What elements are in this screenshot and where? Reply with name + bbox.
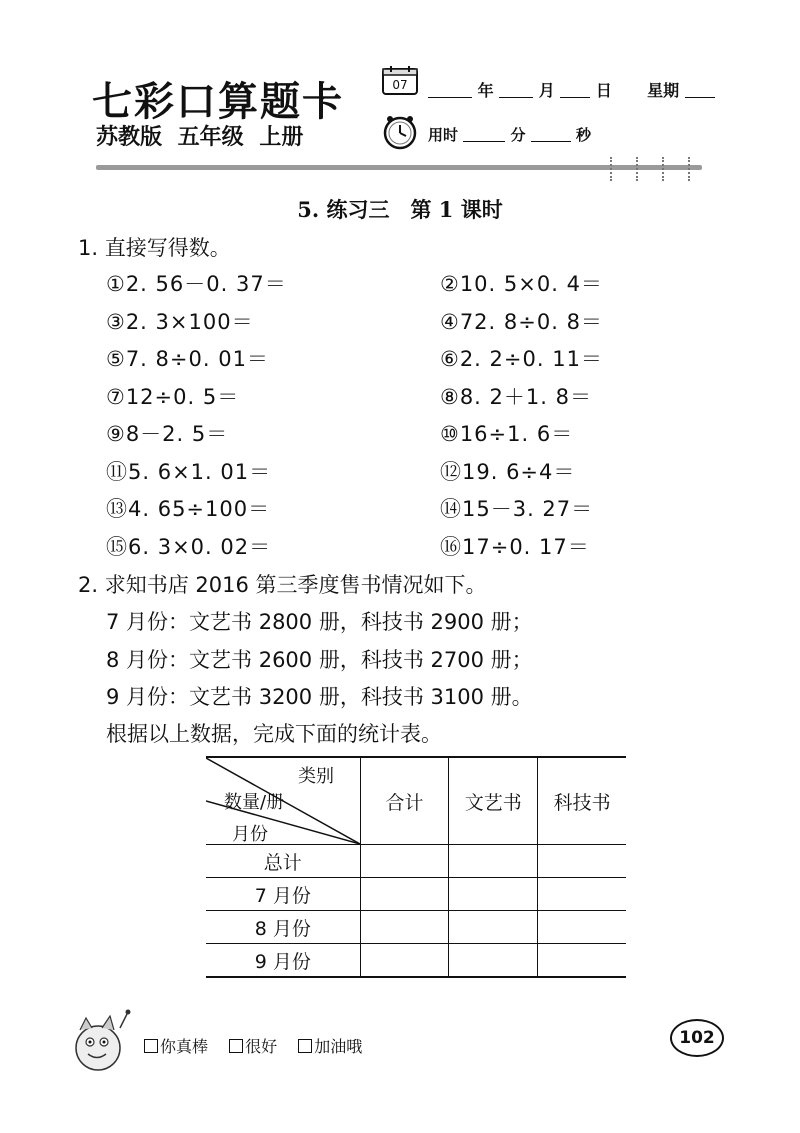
weekday-blank[interactable]	[685, 83, 715, 98]
calc-item: ⑦12÷0. 5＝	[106, 385, 240, 409]
checkbox-icon[interactable]	[298, 1039, 312, 1053]
brand-title: 七彩口算题卡	[92, 78, 344, 125]
column-header: 科技书	[538, 757, 626, 845]
calendar-icon	[382, 66, 418, 96]
corner-category-label: 类别	[298, 766, 334, 787]
corner-quantity-label: 数量/册	[224, 792, 285, 813]
checkbox-icon[interactable]	[144, 1039, 158, 1053]
answer-cell[interactable]	[360, 944, 449, 978]
answer-cell[interactable]	[449, 944, 538, 978]
divider-decor	[610, 157, 614, 181]
calc-item: ⑧8. 2＋1. 8＝	[440, 385, 592, 409]
rating-option[interactable]: 很好	[229, 1037, 277, 1056]
answer-cell[interactable]	[538, 911, 626, 944]
answer-cell[interactable]	[538, 878, 626, 911]
calc-item: ③2. 3×100＝	[106, 310, 254, 334]
table-header-row	[206, 757, 626, 845]
time-fields	[428, 124, 591, 145]
calc-item: ④72. 8÷0. 8＝	[440, 310, 603, 334]
q2-line: 8 月份：文艺书 2600 册，科技书 2700 册；	[106, 648, 533, 672]
column-header: 合计	[360, 757, 449, 845]
second-blank[interactable]	[531, 127, 571, 142]
calc-item: ⑭15－3. 27＝	[440, 497, 594, 521]
q2-line: 7 月份：文艺书 2800 册，科技书 2900 册；	[106, 610, 533, 634]
answer-cell[interactable]	[360, 878, 449, 911]
weekday-label: 星期	[647, 81, 680, 100]
month-blank[interactable]	[499, 83, 533, 98]
day-label: 日	[595, 81, 612, 100]
calc-item: ⑮6. 3×0. 02＝	[106, 535, 272, 559]
calc-item: ⑨8－2. 5＝	[106, 422, 229, 446]
page-number: 102	[670, 1019, 724, 1057]
calc-item: ⑪5. 6×1. 01＝	[106, 460, 272, 484]
row-header: 总计	[206, 845, 360, 878]
q2-line: 9 月份：文艺书 3200 册，科技书 3100 册。	[106, 685, 533, 709]
corner-header-cell	[206, 757, 360, 845]
answer-cell[interactable]	[360, 845, 449, 878]
row-header: 7 月份	[206, 878, 360, 911]
calc-item: ⑫19. 6÷4＝	[440, 460, 576, 484]
answer-cell[interactable]	[449, 845, 538, 878]
calc-item: ⑩16÷1. 6＝	[440, 422, 574, 446]
row-header: 8 月份	[206, 911, 360, 944]
minute-label: 分	[510, 126, 526, 144]
time-label: 用时	[428, 126, 459, 144]
calc-item: ①2. 56－0. 37＝	[106, 272, 287, 296]
calc-item: ⑤7. 8÷0. 01＝	[106, 347, 269, 371]
edition-label: 苏教版 五年级 上册	[96, 125, 304, 150]
calc-item: ②10. 5×0. 4＝	[440, 272, 603, 296]
q2-line: 根据以上数据，完成下面的统计表。	[106, 722, 442, 746]
corner-month-label: 月份	[232, 824, 268, 845]
second-label: 秒	[575, 126, 591, 144]
day-blank[interactable]	[560, 83, 590, 98]
divider-decor	[688, 157, 692, 181]
mascot-icon	[70, 1008, 132, 1074]
divider-decor	[662, 157, 666, 181]
table-row	[206, 878, 626, 911]
q2-heading: 2. 求知书店 2016 第三季度售书情况如下。	[78, 573, 487, 597]
divider-decor	[636, 157, 640, 181]
month-label: 月	[538, 81, 555, 100]
year-blank[interactable]	[428, 83, 472, 98]
table-row	[206, 845, 626, 878]
column-header: 文艺书	[449, 757, 538, 845]
answer-cell[interactable]	[538, 944, 626, 978]
lesson-title: 5. 练习三 第 1 课时	[297, 197, 503, 222]
self-rating	[144, 1034, 378, 1057]
answer-cell[interactable]	[449, 911, 538, 944]
q1-heading: 1. 直接写得数。	[78, 236, 231, 260]
minute-blank[interactable]	[463, 127, 505, 142]
calc-item: ⑥2. 2÷0. 11＝	[440, 347, 603, 371]
rating-option[interactable]: 你真棒	[144, 1037, 208, 1056]
calc-item: ⑯17÷0. 17＝	[440, 535, 590, 559]
row-header: 9 月份	[206, 944, 360, 978]
clock-icon	[382, 114, 418, 150]
checkbox-icon[interactable]	[229, 1039, 243, 1053]
answer-cell[interactable]	[360, 911, 449, 944]
date-fields	[428, 78, 715, 101]
table-row	[206, 944, 626, 978]
calendar-day: 07	[392, 78, 408, 92]
table-row	[206, 911, 626, 944]
calc-item: ⑬4. 65÷100＝	[106, 497, 271, 521]
year-label: 年	[477, 81, 494, 100]
answer-cell[interactable]	[449, 878, 538, 911]
statistics-table	[206, 756, 626, 978]
rating-option[interactable]: 加油哦	[298, 1037, 362, 1056]
answer-cell[interactable]	[538, 845, 626, 878]
